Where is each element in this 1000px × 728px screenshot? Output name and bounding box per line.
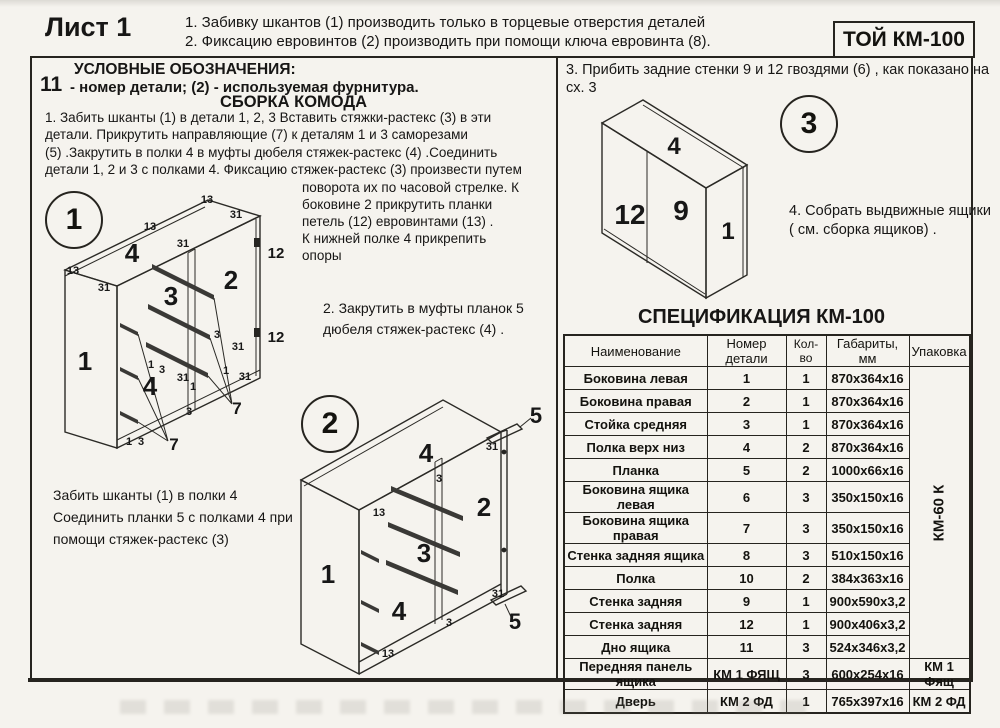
callout-label: 3 bbox=[158, 364, 166, 376]
part-label: 5 bbox=[508, 609, 522, 634]
spec-row bbox=[564, 659, 970, 690]
callout-label: 31 bbox=[231, 341, 245, 353]
part-number-cell: 4 bbox=[707, 436, 786, 459]
part-name-cell: Стенка задняя ящика bbox=[564, 544, 707, 567]
callout-label: 3 bbox=[435, 473, 443, 485]
part-name-cell: Передняя панель ящика bbox=[564, 659, 707, 690]
size-cell: 870х364х16 bbox=[826, 367, 909, 390]
part-name-cell: Боковина ящика правая bbox=[564, 513, 707, 544]
step1-cont-line: боковине 2 прикрутить планки bbox=[302, 197, 493, 212]
part-label: 12 bbox=[267, 329, 285, 346]
part-name-cell: Планка bbox=[564, 459, 707, 482]
assembly-title: СБОРКА КОМОДА bbox=[219, 93, 368, 111]
part-label: 5 bbox=[529, 403, 543, 428]
size-cell: 870х364х16 bbox=[826, 413, 909, 436]
callout-label: 13 bbox=[372, 507, 386, 519]
callout-label: 3 bbox=[445, 617, 453, 629]
qty-cell: 3 bbox=[786, 482, 826, 513]
part-number-cell: КМ 1 ФЯЩ bbox=[707, 659, 786, 690]
drawer-rail bbox=[391, 486, 463, 521]
step1-line: детали. Прикрутить направляющие (7) к деталям 1 и 3 саморезами bbox=[45, 127, 468, 142]
qty-cell: 2 bbox=[786, 436, 826, 459]
column-header-name: Наименование bbox=[564, 335, 707, 367]
callout-label: 13 bbox=[143, 221, 157, 233]
part-number-cell: 5 bbox=[707, 459, 786, 482]
screw-dot bbox=[502, 450, 507, 455]
shelf-note-line: помощи стяжек-растекс (3) bbox=[53, 531, 229, 547]
part-number-cell: 8 bbox=[707, 544, 786, 567]
size-cell: 350х150х16 bbox=[826, 482, 909, 513]
spec-row bbox=[564, 367, 970, 390]
callout-label: 3 bbox=[137, 436, 145, 448]
callout-label: 31 bbox=[176, 238, 190, 250]
size-cell: 510х150х16 bbox=[826, 544, 909, 567]
part-name-cell: Боковина левая bbox=[564, 367, 707, 390]
step1-cont-line: опоры bbox=[302, 248, 342, 263]
part-label: 4 bbox=[418, 438, 434, 468]
size-cell: 900х590х3,2 bbox=[826, 590, 909, 613]
part-name-cell: Полка верх низ bbox=[564, 436, 707, 459]
qty-cell: 1 bbox=[786, 367, 826, 390]
part-name-cell: Полка bbox=[564, 567, 707, 590]
part-name-cell: Дно ящика bbox=[564, 636, 707, 659]
drawer-rail bbox=[361, 642, 379, 655]
drawer-rail bbox=[148, 304, 210, 340]
callout-label: 31 bbox=[491, 588, 505, 600]
frame-right-line bbox=[971, 56, 973, 681]
part-label: 7 bbox=[232, 399, 242, 418]
hinge-plate bbox=[254, 328, 260, 337]
column-header-part-number: Номер детали bbox=[707, 335, 786, 367]
callout-label: 31 bbox=[238, 371, 252, 383]
size-cell: 1000х66х16 bbox=[826, 459, 909, 482]
part-number-cell: 3 bbox=[707, 413, 786, 436]
part-name-cell: Боковина ящика левая bbox=[564, 482, 707, 513]
package-cell: КМ 1 Фящ bbox=[909, 659, 970, 690]
part-name-cell: Стенка задняя bbox=[564, 613, 707, 636]
step-badge-3: 3 bbox=[780, 95, 838, 153]
part-label: 1 bbox=[77, 346, 93, 376]
part-label: 7 bbox=[169, 435, 179, 454]
callout-label: 1 bbox=[189, 381, 197, 393]
step2-line: 2. Закрутить в муфты планок 5 bbox=[323, 300, 524, 316]
qty-cell: 1 bbox=[786, 613, 826, 636]
shelf-note-line: Соединить планки 5 с полками 4 при bbox=[53, 509, 293, 525]
part-label: 4 bbox=[142, 371, 158, 401]
diagram-back-walls bbox=[588, 98, 788, 313]
drawer-rail bbox=[120, 323, 138, 336]
part-name-cell: Стенка задняя bbox=[564, 590, 707, 613]
part-label: 12 bbox=[267, 245, 285, 262]
drawer-rail bbox=[120, 411, 138, 424]
qty-cell: 1 bbox=[786, 413, 826, 436]
step3-line: 3. Прибить задние стенки 9 и 12 гвоздями (6) , как показано на bbox=[566, 62, 990, 78]
rail-leader-lines bbox=[208, 298, 232, 404]
frame-left-line bbox=[30, 56, 32, 681]
drawer-rail bbox=[120, 367, 138, 380]
spec-title: СПЕЦИФИКАЦИЯ КМ-100 bbox=[637, 306, 886, 328]
part-name-cell: Стойка средняя bbox=[564, 413, 707, 436]
callout-label: 1 bbox=[222, 365, 230, 377]
qty-cell: 3 bbox=[786, 513, 826, 544]
drawer-rail bbox=[361, 550, 379, 563]
callout-label: 31 bbox=[485, 441, 499, 453]
callout-label: 13 bbox=[381, 648, 395, 660]
step-badge-2: 2 bbox=[301, 395, 359, 453]
part-number-cell: 10 bbox=[707, 567, 786, 590]
step4-line: 4. Собрать выдвижные ящики bbox=[789, 203, 991, 219]
size-cell: 870х364х16 bbox=[826, 390, 909, 413]
part-number-cell: 12 bbox=[707, 613, 786, 636]
size-cell: 350х150х16 bbox=[826, 513, 909, 544]
sheet-label: Лист 1 bbox=[45, 12, 132, 42]
drawer-rail bbox=[361, 600, 379, 613]
package-merged-cell bbox=[909, 367, 970, 659]
callout-label: 3 bbox=[185, 406, 193, 418]
part-number-cell: 7 bbox=[707, 513, 786, 544]
size-cell: 765х397х16 bbox=[826, 690, 909, 714]
part-label: 4 bbox=[124, 238, 140, 268]
step1-line: 1. Забить шканты (1) в детали 1, 2, 3 Вставить стяжки-растекс (3) в эти bbox=[45, 110, 492, 125]
step1-cont-line: поворота их по часовой стрелке. К bbox=[302, 180, 520, 195]
size-cell: 384х363х16 bbox=[826, 567, 909, 590]
size-cell: 870х364х16 bbox=[826, 436, 909, 459]
frame-top-line bbox=[30, 56, 971, 58]
qty-cell: 1 bbox=[786, 690, 826, 714]
qty-cell: 3 bbox=[786, 636, 826, 659]
hinge-plate bbox=[254, 238, 260, 247]
callout-label: 31 bbox=[176, 372, 190, 384]
qty-cell: 2 bbox=[786, 567, 826, 590]
package-cell: КМ 2 ФД bbox=[909, 690, 970, 714]
part-name-cell: Боковина правая bbox=[564, 390, 707, 413]
part-number-cell: КМ 2 ФД bbox=[707, 690, 786, 714]
drawer-rail bbox=[152, 264, 214, 300]
part-number-cell: 1 bbox=[707, 367, 786, 390]
step2-line: дюбеля стяжек-растекс (4) . bbox=[323, 321, 505, 337]
scan-bleed-through bbox=[120, 700, 820, 714]
qty-cell: 1 bbox=[786, 590, 826, 613]
part-label: 4 bbox=[391, 596, 407, 626]
spec-table-body bbox=[564, 367, 970, 714]
part-number-cell: 2 bbox=[707, 390, 786, 413]
qty-cell: 3 bbox=[786, 659, 826, 690]
callout-label: 13 bbox=[200, 194, 214, 206]
step4-line: ( см. сборка ящиков) . bbox=[789, 222, 937, 238]
header-note-2: 2. Фиксацию евровинтов (2) производить при помощи ключа евровинта (8). bbox=[185, 33, 711, 50]
part-label: 4 bbox=[667, 133, 681, 160]
part-name-cell: Дверь bbox=[564, 690, 707, 714]
part-label: 2 bbox=[223, 265, 239, 295]
qty-cell: 3 bbox=[786, 544, 826, 567]
column-header-size: Габариты, мм bbox=[826, 335, 909, 367]
header-note-1: 1. Забивку шкантов (1) производить только в торцевые отверстия деталей bbox=[185, 14, 706, 31]
callout-label: 13 bbox=[66, 265, 80, 277]
spec-header-row bbox=[564, 335, 970, 367]
part-label: 12 bbox=[614, 199, 646, 230]
part-label: 1 bbox=[721, 218, 735, 245]
part-label: 1 bbox=[320, 559, 336, 589]
legend-text: - номер детали; (2) - используемая фурнитура. bbox=[70, 79, 419, 96]
step-badge-1: 1 bbox=[45, 191, 103, 249]
callout-label: 1 bbox=[147, 359, 155, 371]
part-label: 9 bbox=[673, 195, 689, 226]
step3-line: сх. 3 bbox=[566, 80, 597, 96]
step1-cont-line: петель (12) евровинтами (13) . bbox=[302, 214, 494, 229]
part-label: 2 bbox=[476, 492, 492, 522]
column-header-qty: Кол-во bbox=[786, 335, 826, 367]
shelf-note-line: Забить шканты (1) в полки 4 bbox=[53, 487, 238, 503]
size-cell: 900х406х3,2 bbox=[826, 613, 909, 636]
qty-cell: 2 bbox=[786, 459, 826, 482]
column-header-package: Упаковка bbox=[909, 335, 970, 367]
scan-edge-shadow bbox=[0, 0, 1000, 7]
screw-dot bbox=[502, 548, 507, 553]
product-code-box: ТОЙ КМ-100 bbox=[833, 21, 975, 58]
spec-table bbox=[563, 334, 971, 714]
part-number-cell: 11 bbox=[707, 636, 786, 659]
package-vertical-label: КМ-60 К bbox=[930, 484, 948, 541]
callout-label: 31 bbox=[229, 209, 243, 221]
bottom-edge bbox=[604, 229, 705, 294]
part-number-cell: 6 bbox=[707, 482, 786, 513]
part-label: 3 bbox=[163, 281, 179, 311]
callout-label: 31 bbox=[97, 282, 111, 294]
step1-line: (5) .Закрутить в полки 4 в муфты дюбеля стяжек-растекс (4) .Соединить bbox=[45, 145, 498, 160]
size-cell: 524х346х3,2 bbox=[826, 636, 909, 659]
callout-label: 3 bbox=[213, 329, 221, 341]
step1-line: детали 1, 2 и 3 с полками 4. Фиксацию стяжек-растекс (3) произвести путем bbox=[45, 162, 522, 177]
step1-cont-line: К нижней полке 4 прикрепить bbox=[302, 231, 487, 246]
part-label: 3 bbox=[416, 538, 432, 568]
callout-label: 1 bbox=[125, 436, 133, 448]
qty-cell: 1 bbox=[786, 390, 826, 413]
legend-title: УСЛОВНЫЕ ОБОЗНАЧЕНИЯ: bbox=[74, 61, 296, 78]
part-number-cell: 9 bbox=[707, 590, 786, 613]
size-cell: 600х254х16 bbox=[826, 659, 909, 690]
legend-example-number: 11 bbox=[40, 73, 63, 96]
